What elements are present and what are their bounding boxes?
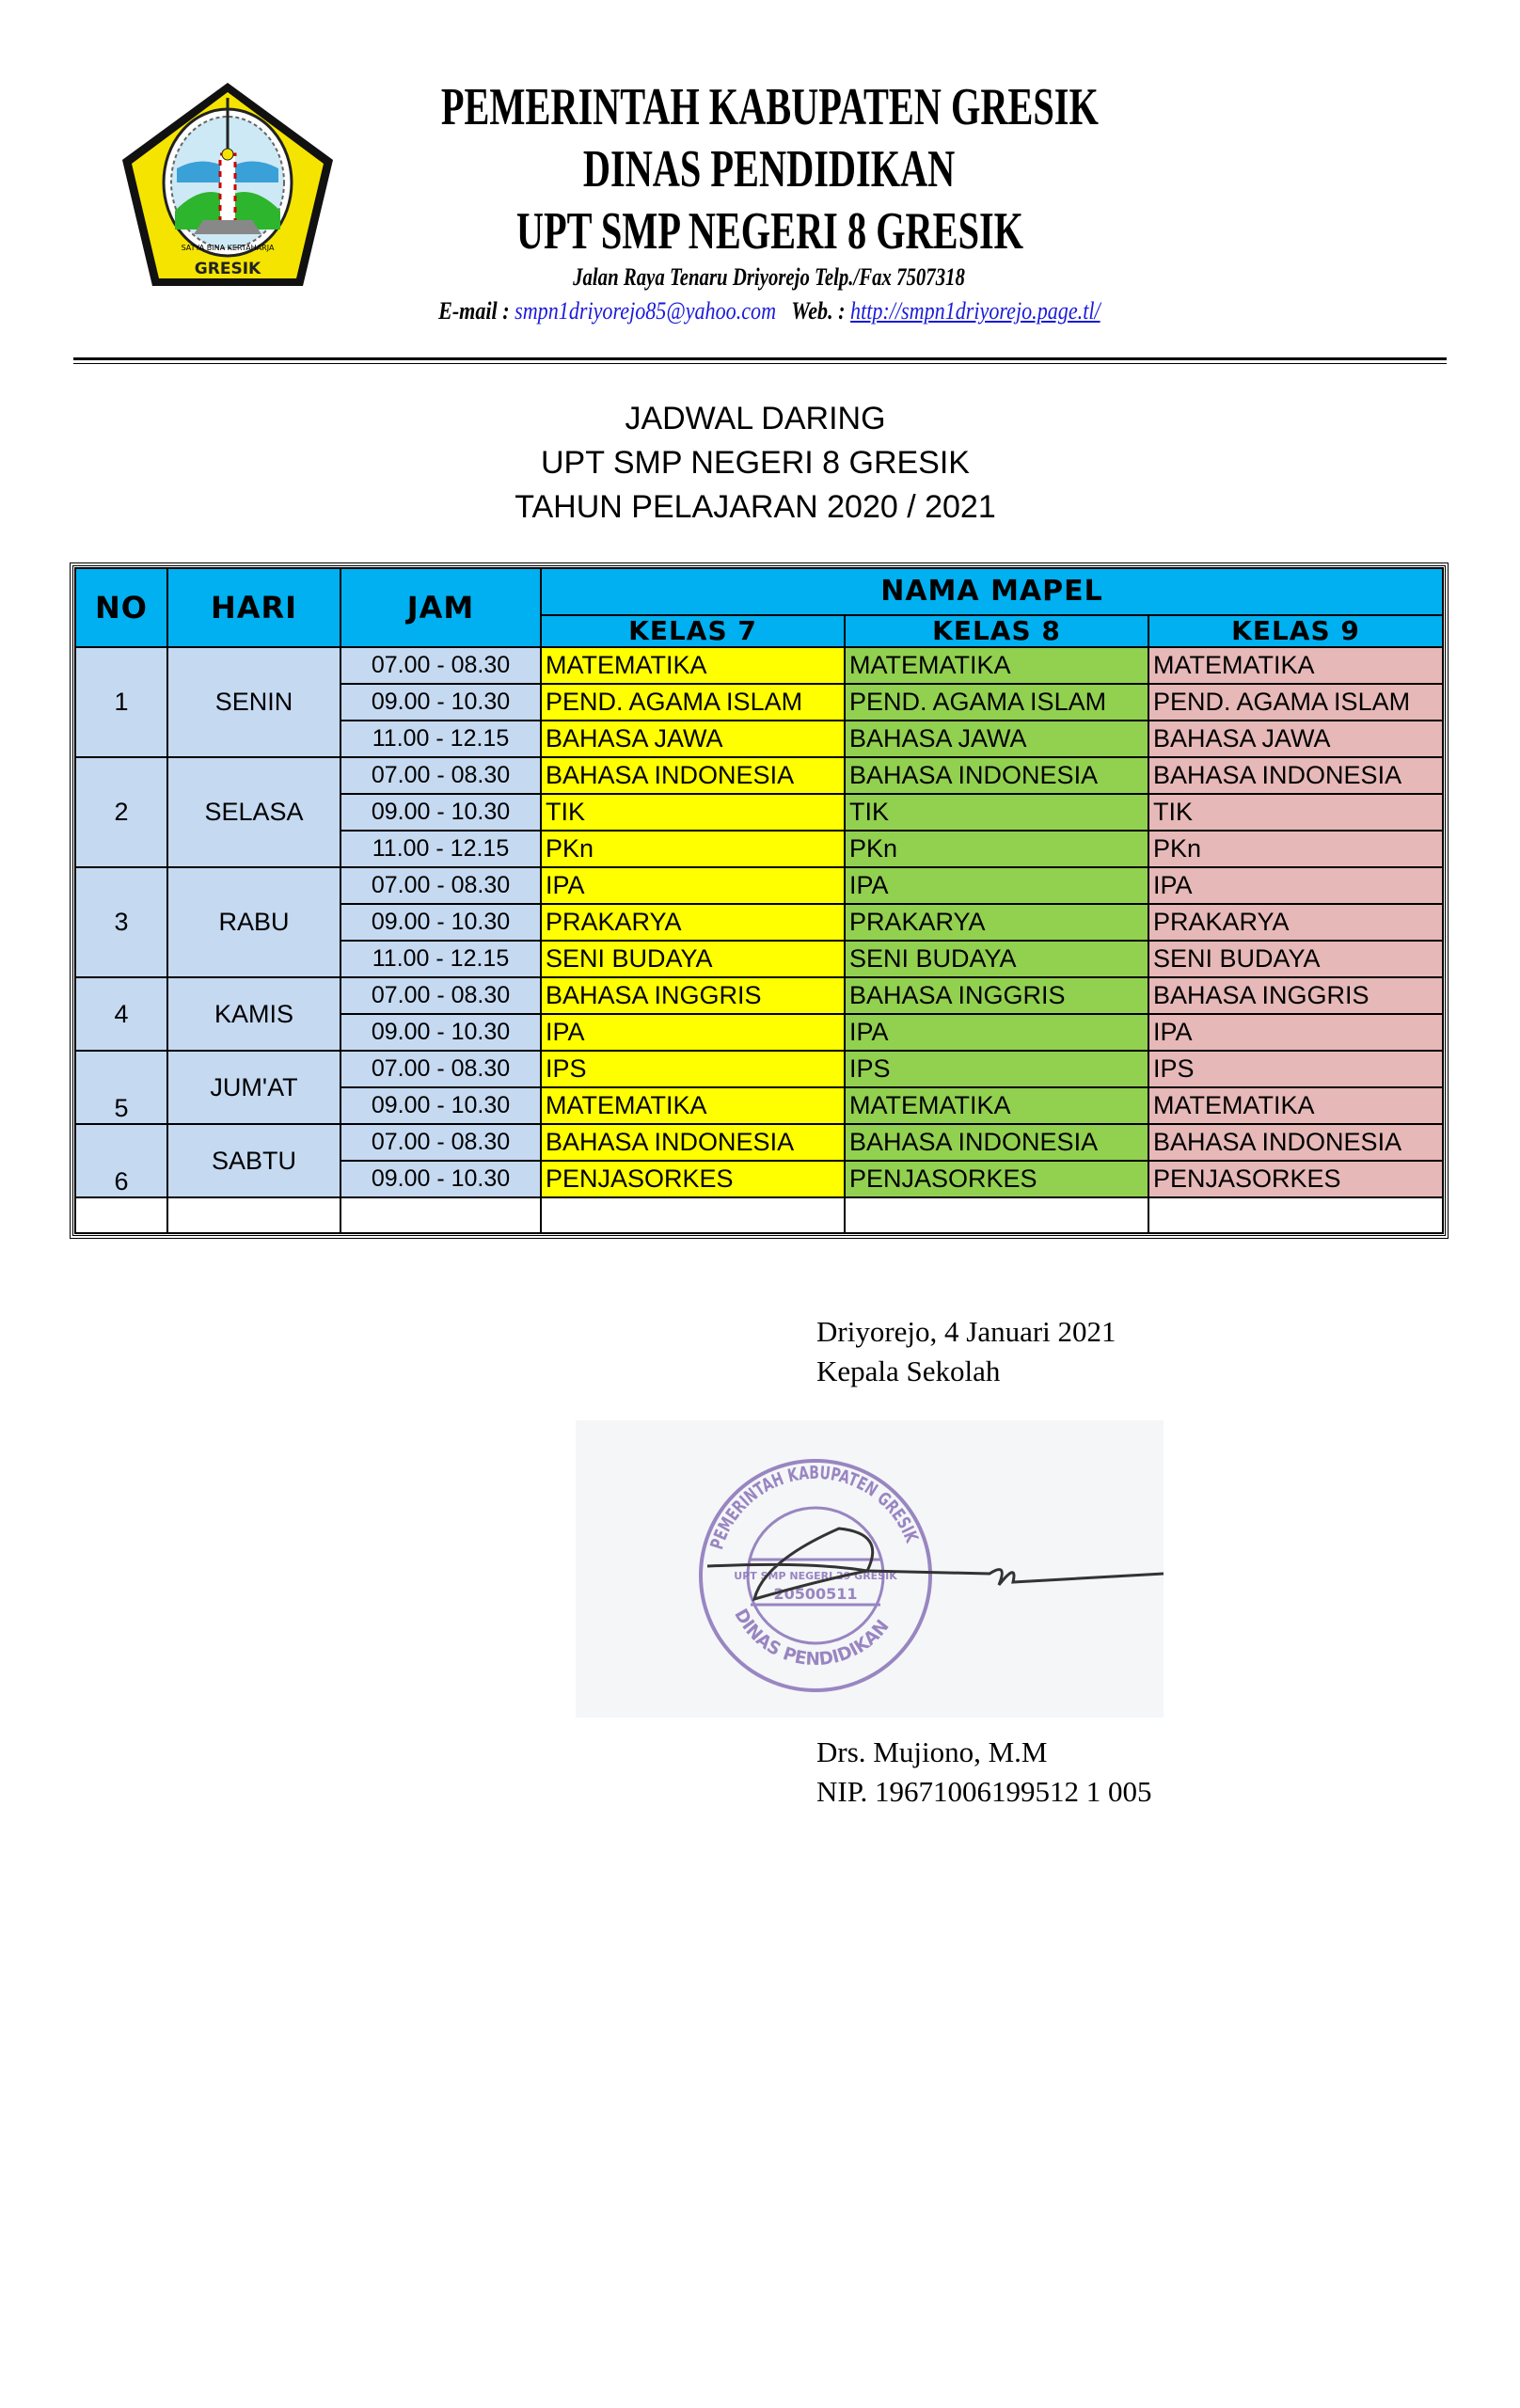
letterhead-line3: UPT SMP NEGERI 8 GRESIK — [515, 202, 1023, 261]
empty-row — [75, 1197, 1443, 1233]
letterhead-line1: PEMERINTAH KABUPATEN GRESIK — [440, 78, 1099, 136]
title-line2: UPT SMP NEGERI 8 GRESIK — [541, 445, 970, 481]
letterhead-line2: DINAS PENDIDIKAN — [583, 140, 956, 198]
subject-kelas-8: PENJASORKES — [845, 1161, 1148, 1197]
subject-kelas-9: IPA — [1148, 867, 1443, 904]
subject-kelas-7: IPA — [541, 1014, 845, 1051]
subject-kelas-8: IPA — [845, 867, 1148, 904]
title-line1: JADWAL DARING — [625, 401, 886, 436]
subject-kelas-8: MATEMATIKA — [845, 647, 1148, 684]
day-name: JUM'AT — [167, 1051, 340, 1124]
subject-kelas-7: IPA — [541, 867, 845, 904]
letterhead-divider — [73, 357, 1447, 360]
subject-kelas-7: SENI BUDAYA — [541, 941, 845, 977]
schedule-body — [75, 647, 1443, 1233]
day-number: 4 — [75, 977, 167, 1051]
logo-motto: SATYA BINA KERTAHARJA — [181, 244, 275, 252]
document-subtitle-year — [0, 488, 1520, 526]
subject-kelas-9: PENJASORKES — [1148, 1161, 1443, 1197]
time-slot: 09.00 - 10.30 — [340, 794, 541, 831]
time-slot: 09.00 - 10.30 — [340, 1087, 541, 1124]
subject-kelas-8: BAHASA JAWA — [845, 721, 1148, 757]
subject-kelas-7: PKn — [541, 831, 845, 867]
subject-kelas-7: MATEMATIKA — [541, 647, 845, 684]
time-slot: 07.00 - 08.30 — [340, 1051, 541, 1087]
address-text: Jalan Raya Tenaru Driyorejo Telp./Fax 7507318 — [573, 263, 966, 291]
place-date: Driyorejo, 4 Januari 2021 — [816, 1315, 1116, 1348]
day-name: SENIN — [167, 647, 340, 757]
document-title — [0, 400, 1520, 437]
stamp-number: 20500511 — [773, 1585, 858, 1603]
signatory-nip: NIP. 19671006199512 1 005 — [816, 1775, 1152, 1808]
subject-kelas-7: PRAKARYA — [541, 904, 845, 941]
subject-kelas-7: IPS — [541, 1051, 845, 1087]
header-kelas-7: KELAS 7 — [541, 615, 845, 647]
table-row — [75, 977, 1443, 1014]
table-row — [75, 867, 1443, 904]
subject-kelas-9: MATEMATIKA — [1148, 647, 1443, 684]
empty-cell — [75, 1197, 167, 1233]
subject-kelas-9: IPA — [1148, 1014, 1443, 1051]
subject-kelas-8: BAHASA INDONESIA — [845, 1124, 1148, 1161]
subject-kelas-7: BAHASA INDONESIA — [541, 1124, 845, 1161]
signatory-role: Kepala Sekolah — [816, 1354, 1001, 1387]
official-stamp — [576, 1420, 1164, 1718]
table-row — [75, 1051, 1443, 1087]
header-kelas-8: KELAS 8 — [845, 615, 1148, 647]
empty-cell — [1148, 1197, 1443, 1233]
day-number: 3 — [75, 867, 167, 977]
subject-kelas-8: IPS — [845, 1051, 1148, 1087]
time-slot: 07.00 - 08.30 — [340, 647, 541, 684]
subject-kelas-8: BAHASA INGGRIS — [845, 977, 1148, 1014]
day-name: RABU — [167, 867, 340, 977]
time-slot: 11.00 - 12.15 — [340, 831, 541, 867]
subject-kelas-9: SENI BUDAYA — [1148, 941, 1443, 977]
time-slot: 11.00 - 12.15 — [340, 941, 541, 977]
subject-kelas-8: IPA — [845, 1014, 1148, 1051]
document-subtitle-school — [0, 444, 1520, 482]
email-label: E-mail : — [438, 297, 510, 325]
day-name: SELASA — [167, 757, 340, 867]
subject-kelas-8: PEND. AGAMA ISLAM — [845, 684, 1148, 721]
table-row — [75, 1124, 1443, 1161]
time-slot: 09.00 - 10.30 — [340, 904, 541, 941]
subject-kelas-9: MATEMATIKA — [1148, 1087, 1443, 1124]
subject-kelas-7: BAHASA INGGRIS — [541, 977, 845, 1014]
empty-cell — [845, 1197, 1148, 1233]
day-name: KAMIS — [167, 977, 340, 1051]
time-slot: 07.00 - 08.30 — [340, 757, 541, 794]
subject-kelas-9: PKn — [1148, 831, 1443, 867]
subject-kelas-7: MATEMATIKA — [541, 1087, 845, 1124]
stamp-inner: UPT SMP NEGERI 29 GRESIK — [734, 1570, 897, 1582]
subject-kelas-9: TIK — [1148, 794, 1443, 831]
time-slot: 09.00 - 10.30 — [340, 1161, 541, 1197]
subject-kelas-7: PEND. AGAMA ISLAM — [541, 684, 845, 721]
subject-kelas-8: PKn — [845, 831, 1148, 867]
day-number: 5 — [75, 1051, 167, 1124]
empty-cell — [340, 1197, 541, 1233]
schedule-table — [74, 567, 1444, 1234]
title-line3: TAHUN PELAJARAN 2020 / 2021 — [515, 489, 996, 525]
subject-kelas-8: PRAKARYA — [845, 904, 1148, 941]
subject-kelas-7: PENJASORKES — [541, 1161, 845, 1197]
web-link[interactable]: http://smpn1driyorejo.page.tl/ — [850, 297, 1100, 325]
letterhead-government — [205, 79, 1334, 135]
header-hari: HARI — [167, 568, 340, 647]
subject-kelas-7: BAHASA INDONESIA — [541, 757, 845, 794]
web-label: Web. : — [791, 297, 846, 325]
email-link[interactable]: smpn1driyorejo85@yahoo.com — [515, 297, 777, 325]
subject-kelas-8: TIK — [845, 794, 1148, 831]
letterhead-divider-thin — [73, 363, 1447, 364]
day-number: 2 — [75, 757, 167, 867]
time-slot: 07.00 - 08.30 — [340, 977, 541, 1014]
table-row — [75, 647, 1443, 684]
letterhead-address — [205, 263, 1334, 292]
logo-name: GRESIK — [194, 260, 261, 278]
subject-kelas-9: PRAKARYA — [1148, 904, 1443, 941]
stamp-outer-top: PEMERINTAH KABUPATEN GRESIK — [706, 1462, 924, 1552]
subject-kelas-7: TIK — [541, 794, 845, 831]
day-number: 1 — [75, 647, 167, 757]
subject-kelas-9: BAHASA INGGRIS — [1148, 977, 1443, 1014]
header-nama-mapel: NAMA MAPEL — [541, 568, 1443, 615]
subject-kelas-8: BAHASA INDONESIA — [845, 757, 1148, 794]
stamp-outer-bottom: DINAS PENDIDIKAN — [730, 1605, 895, 1671]
time-slot: 11.00 - 12.15 — [340, 721, 541, 757]
header-kelas-9: KELAS 9 — [1148, 615, 1443, 647]
subject-kelas-8: SENI BUDAYA — [845, 941, 1148, 977]
table-row — [75, 757, 1443, 794]
header-no: NO — [75, 568, 167, 647]
subject-kelas-9: BAHASA JAWA — [1148, 721, 1443, 757]
signatory-name: Drs. Mujiono, M.M — [816, 1735, 1048, 1768]
subject-kelas-8: MATEMATIKA — [845, 1087, 1148, 1124]
letterhead-school — [205, 203, 1334, 260]
subject-kelas-7: BAHASA JAWA — [541, 721, 845, 757]
subject-kelas-9: IPS — [1148, 1051, 1443, 1087]
time-slot: 07.00 - 08.30 — [340, 1124, 541, 1161]
time-slot: 09.00 - 10.30 — [340, 684, 541, 721]
letterhead-contact — [205, 297, 1334, 325]
header-jam: JAM — [340, 568, 541, 647]
subject-kelas-9: PEND. AGAMA ISLAM — [1148, 684, 1443, 721]
day-number: 6 — [75, 1124, 167, 1197]
stamp-signature-image — [576, 1420, 1164, 1718]
empty-cell — [541, 1197, 845, 1233]
subject-kelas-9: BAHASA INDONESIA — [1148, 1124, 1443, 1161]
time-slot: 07.00 - 08.30 — [340, 867, 541, 904]
schedule-table-frame — [70, 562, 1449, 1239]
day-name: SABTU — [167, 1124, 340, 1197]
time-slot: 09.00 - 10.30 — [340, 1014, 541, 1051]
empty-cell — [167, 1197, 340, 1233]
letterhead-department — [205, 141, 1334, 198]
subject-kelas-9: BAHASA INDONESIA — [1148, 757, 1443, 794]
